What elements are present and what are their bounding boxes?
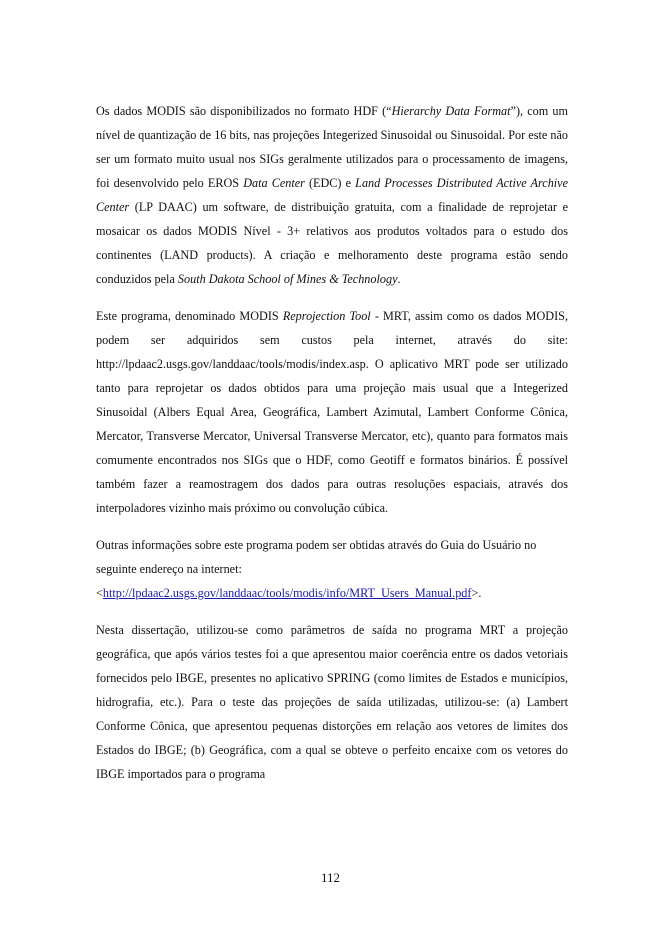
italic-term: South Dakota School of Mines & Technology bbox=[177, 272, 398, 286]
text-run: - MRT, assim como os dados MODIS, podem ser adquiridos sem custos pela internet, através do site: http://lpdaac2.usgs.gov/landdaac/tools/modis/index.asp. O aplicativo MRT pode ser utilizado tanto para reprojetar os dados obtidos para uma projeção mais usual que a Integerized Sinusoidal (Albers Equal Area, Geográfica, Lambert Azimutal, Lambert Conforme Cônica, Mercator, Transverse Mercator, Universal Transverse Mercator, etc), quanto para formatos mais comumente encontrados nos SIGs que o HDF, como Geotiff e formatos binários. É possível também fazer a reamostragem dos dados para outras resoluções espaciais, através dos interpoladores vizinho mais próximo ou convolução cúbica. bbox=[96, 309, 568, 515]
paragraph-dissertation-projection bbox=[96, 618, 568, 786]
text-run: . bbox=[397, 272, 401, 286]
text-run: Os dados MODIS são disponibilizados no formato HDF (“ bbox=[96, 104, 392, 118]
text-run: (EDC) e bbox=[304, 176, 356, 190]
italic-term: Data Center bbox=[243, 176, 305, 190]
user-manual-link[interactable]: http://lpdaac2.usgs.gov/landdaac/tools/modis/info/MRT_Users_Manual.pdf bbox=[102, 586, 472, 600]
text-run: Nesta dissertação, utilizou-se como parâmetros de saída no programa MRT a projeção geográfica, que após vários testes foi a que apresentou maior coerência entre os dados vetoriais fornecidos pelo IBGE, presentes no aplicativo SPRING (como limites de Estados e municípios, hidrografia, etc.). Para o teste das projeções de saída utilizadas, utilizou-se: (a) Lambert Conforme Cônica, que apresentou pequenas distorções em relação aos vetores de limites dos Estados do IBGE; (b) Geográfica, com a qual se obteve o perfeito encaixe com os vetores do IBGE importados para o programa bbox=[96, 623, 568, 781]
text-run: ”), com um nível de quantização de 16 bits, nas projeções Integerized Sinusoidal ou Sinusoidal. Por este não ser um formato muito usual nos SIGs geralmente utilizados para o processamento de imagens, foi desenvolvido pelo EROS bbox=[96, 104, 568, 190]
paragraph-mrt-program bbox=[96, 304, 568, 520]
text-run: Outras informações sobre este programa podem ser obtidas através do Guia do Usuário no seguinte endereço na internet: bbox=[96, 538, 537, 576]
text-run: Este programa, denominado MODIS bbox=[96, 309, 283, 323]
page-number: 112 bbox=[320, 870, 341, 885]
paragraph-user-guide bbox=[96, 533, 568, 605]
document-body bbox=[96, 99, 568, 786]
paragraph-modis-format bbox=[96, 99, 568, 291]
text-run: >. bbox=[471, 586, 482, 600]
text-run: (LP DAAC) um software, de distribuição gratuita, com a finalidade de reprojetar e mosaicar os dados MODIS Nível - 3+ relativos aos produtos voltados para o estudo dos continentes (LAND products). A criação e melhoramento deste programa estão sendo conduzidos pela bbox=[96, 200, 568, 286]
italic-term: Land Processes Distributed Active Archive Center bbox=[96, 176, 569, 214]
text-run: < bbox=[96, 586, 103, 600]
italic-term: Reprojection Tool bbox=[282, 309, 371, 323]
italic-term: Hierarchy Data Format bbox=[391, 104, 511, 118]
